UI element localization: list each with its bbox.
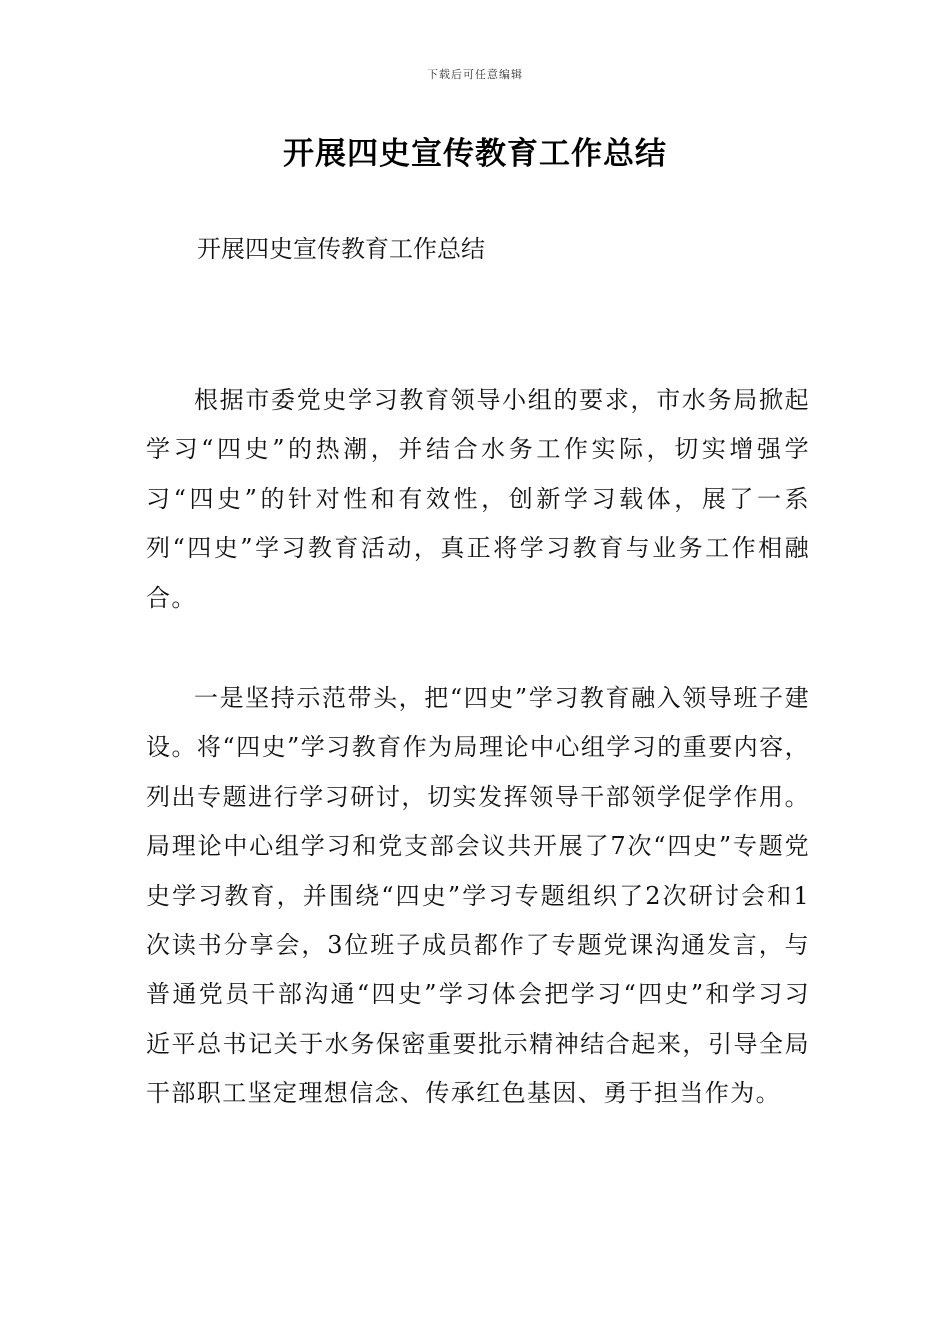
document-title: 开展四史宣传教育工作总结 <box>283 136 667 172</box>
document-subtitle: 开展四史宣传教育工作总结 <box>197 235 485 263</box>
body-paragraph: 根据市委党史学习教育领导小组的要求，市水务局掀起学习“四史”的热潮，并结合水务工作实际，切实增强学习“四史”的针对性和有效性，创新学习载体，展了一系列“四史”学习教育活动，真正将学习教育与业务工作相融合。 <box>146 386 810 612</box>
body-paragraph: 一是坚持示范带头，把“四史”学习教育融入领导班子建设。将“四史”学习教育作为局理论中心组学习的重要内容，列出专题进行学习研讨，切实发挥领导干部领学促学作用。局理论中心组学习和党支部会议共开展了7次“四史”专题党史学习教育，并围绕“四史”学习专题组织了2次研讨会和1次读书分享会，3位班子成员都作了专题党课沟通发言，与普通党员干部沟通“四史”学习体会把学习“四史”和学习习近平总书记关于水务保密重要批示精神结合起来，引导全局干部职工坚定理想信念、传承红色基因、勇于担当作为。 <box>146 684 810 1108</box>
header-note: 下载后可任意编辑 <box>427 68 523 81</box>
